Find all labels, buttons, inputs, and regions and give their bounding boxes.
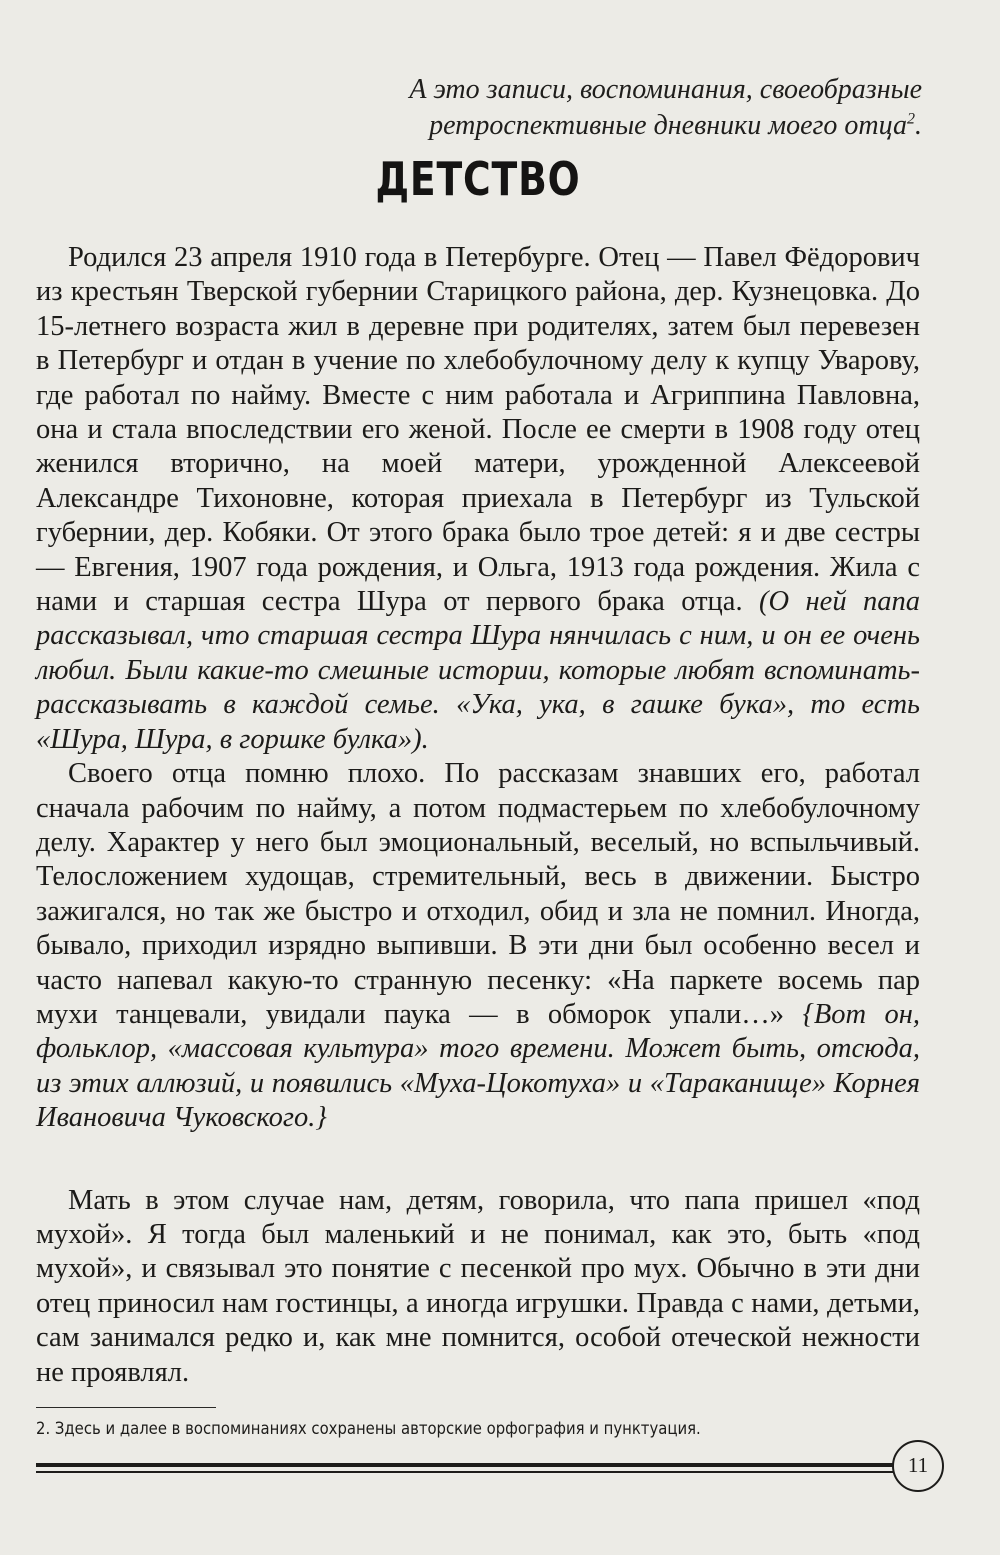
epigraph-period: . bbox=[915, 110, 922, 141]
epigraph bbox=[242, 72, 922, 144]
page-number: 11 bbox=[892, 1440, 944, 1492]
paragraph-1 bbox=[36, 241, 920, 757]
chapter-title: ДЕТСТВО bbox=[375, 152, 581, 206]
epigraph-line-2-text: ретроспективные дневники моего отца bbox=[429, 110, 907, 141]
bottom-rule-thick bbox=[36, 1463, 896, 1467]
epigraph-line-2 bbox=[242, 108, 922, 144]
bottom-rule-thin bbox=[36, 1471, 896, 1473]
paragraph-2 bbox=[36, 757, 920, 1135]
paragraph-1-italic-note: (О ней папа рассказывал, что старшая сестра Шура нянчилась с ним, и он ее очень любил. Были какие-то смешные истории, которые любят вспоминать-рассказывать в каждой семье. «Ука, ука, в гашке бука», то есть «Шура, Шура, в горшке булка»). bbox=[36, 586, 921, 755]
footnote-divider bbox=[36, 1407, 216, 1408]
epigraph-line-1: А это записи, воспоминания, своеобразные bbox=[409, 74, 922, 105]
paragraph-1-text: Родился 23 апреля 1910 года в Петербурге. Отец — Павел Фёдорович из крестьян Тверской губернии Старицкого района, дер. Кузнецовка. До 15-летнего возраста жил в деревне при родителях, затем был перевезен в Петербург и отдан в учение по хлебобулочному делу к купцу Уварову, где работал по найму. Вместе с ним работала и Агриппина Павловна, она и стала впоследствии его женой. После ее смерти в 1908 году отец женился вторично, на моей матери, урожденной Алексеевой Александре Тихоновне, которая приехала в Петербург из Тульской губернии, дер. Кобяки. От этого брака было трое детей: я и две сестры — Евгения, 1907 года рождения, и Ольга, 1913 года рождения. Жила с нами и старшая сестра Шура от первого брака отца. bbox=[36, 242, 920, 618]
paragraph-2-italic-note: {Вот он, фольклор, «массовая культура» того времени. Может быть, отсюда, из этих аллюзий, и появились «Муха-Цокотуха» и «Тараканище» Корнея Ивановича Чуковского.} bbox=[36, 998, 921, 1134]
footnote: 2. Здесь и далее в воспоминаниях сохранены авторские орфография и пунктуация. bbox=[36, 1419, 701, 1438]
body-text bbox=[36, 241, 920, 1390]
paragraph-3: Мать в этом случае нам, детям, говорила, что папа пришел «под мухой». Я тогда был маленький и не понимал, как это, быть «под мухой», и связывал это понятие с песенкой про мух. Обычно в эти дни отец приносил нам гостинцы, а иногда игрушки. Правда с нами, детьми, сам занимался редко и, как мне помнится, особой отеческой нежности не проявлял. bbox=[36, 1184, 920, 1388]
footnote-reference[interactable]: 2 bbox=[907, 110, 915, 128]
paragraph-2-text: Своего отца помню плохо. По рассказам знавших его, работал сначала рабочим по найму, а потом подмастерьем по хлебобулочному делу. Характер у него был эмоциональный, веселый, но вспыльчивый. Телосложением худощав, стремительный, весь в движении. Быстро зажигался, но так же быстро и отходил, обид и зла не помнил. Иногда, бывало, приходил изрядно выпивши. В эти дни был особенно весел и часто напевал какую-то странную песенку: «На паркете восемь пар мухи танцевали, увидали паука — в обморок упали…» bbox=[36, 758, 920, 1030]
